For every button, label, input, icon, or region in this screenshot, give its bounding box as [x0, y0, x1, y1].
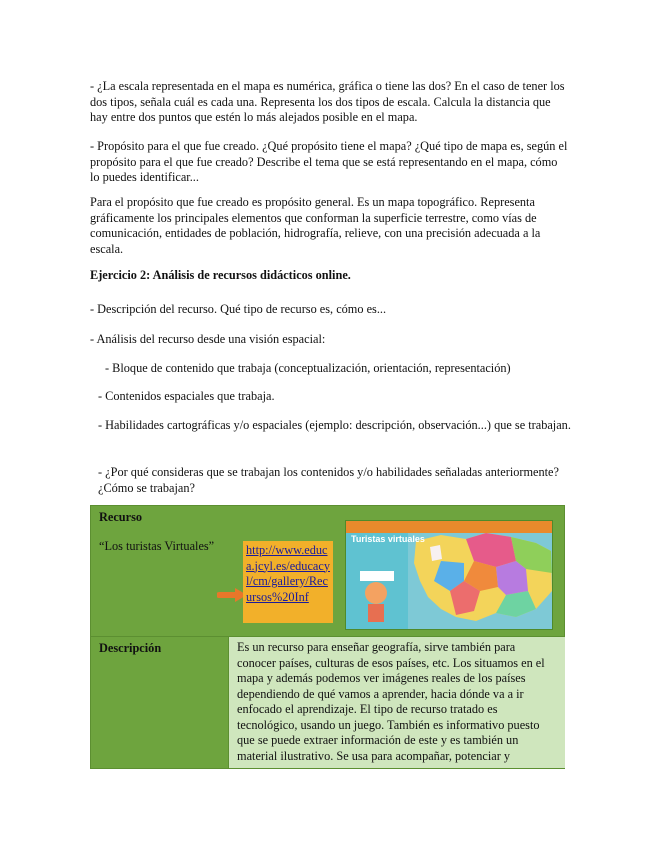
- spatial-analysis-prompt: - Análisis del recurso desde una visión espacial:: [90, 332, 326, 346]
- description-label: Descripción: [99, 641, 162, 655]
- skills-prompt: - Habilidades cartográficas y/o espaciales (ejemplo: descripción, observación...) que se trabajan.: [98, 418, 571, 432]
- description-label-cell: [91, 637, 229, 768]
- question-scale: - ¿La escala representada en el mapa es numérica, gráfica o tiene las dos? En el caso de tener los dos tipos, señala cuál es cada una. Representa los dos tipos de escala. Calcula la distancia que hay entre dos puntos que estén lo más alejados posible en el mapa.: [90, 79, 565, 124]
- resource-description-prompt: - Descripción del recurso. Qué tipo de recurso es, cómo es...: [90, 302, 387, 316]
- content-block-prompt: - Bloque de contenido que trabaja (conceptualización, orientación, representación): [105, 361, 511, 375]
- resource-thumbnail: [345, 520, 553, 630]
- thumbnail-title: Turistas virtuales: [351, 534, 425, 544]
- description-text: Es un recurso para enseñar geografía, sirve también para conocer países, culturas de esos países, etc. Los situamos en el mapa y además podemos ver imágenes reales de los países dependiendo de qué vamos a aprender, hacia dónde va a ir enfocado el aprendizaje. El tipo de recurso tratado es tecnológico, usando un juego. También es informativo puesto que se puede extraer información de este y es también un material ilustrativo. Se usa para acompañar, potenciar y: [229, 637, 565, 768]
- description-row: [90, 637, 565, 769]
- exercise-heading: Ejercicio 2: Análisis de recursos didácticos online.: [90, 268, 351, 282]
- resource-link[interactable]: http://www.educa.jcyl.es/educacyl/cm/gallery/Recursos%20Inf: [246, 543, 330, 604]
- why-prompt: - ¿Por qué consideras que se trabajan los contenidos y/o habilidades señaladas anteriormente? ¿Cómo se trabajan?: [98, 465, 559, 495]
- question-purpose: - Propósito para el que fue creado. ¿Qué propósito tiene el mapa? ¿Qué tipo de mapa es, según el propósito para el que fue creado? Describe el tema que se está representando en el mapa, cómo lo puedes identificar...: [90, 139, 568, 184]
- resource-link-box: [243, 541, 333, 623]
- resource-row: [90, 505, 565, 637]
- resource-name: “Los turistas Virtuales”: [99, 539, 215, 553]
- answer-purpose: Para el propósito que fue creado es propósito general. Es un mapa topográfico. Representa gráficamente los principales elementos que conforman la superficie terrestre, como vías de comunicación, entidades de población, hidrografía, relieve, con una precisión adecuada a la escala.: [90, 195, 541, 256]
- resource-label: Recurso: [99, 510, 143, 524]
- spatial-contents-prompt: - Contenidos espaciales que trabaja.: [98, 389, 275, 403]
